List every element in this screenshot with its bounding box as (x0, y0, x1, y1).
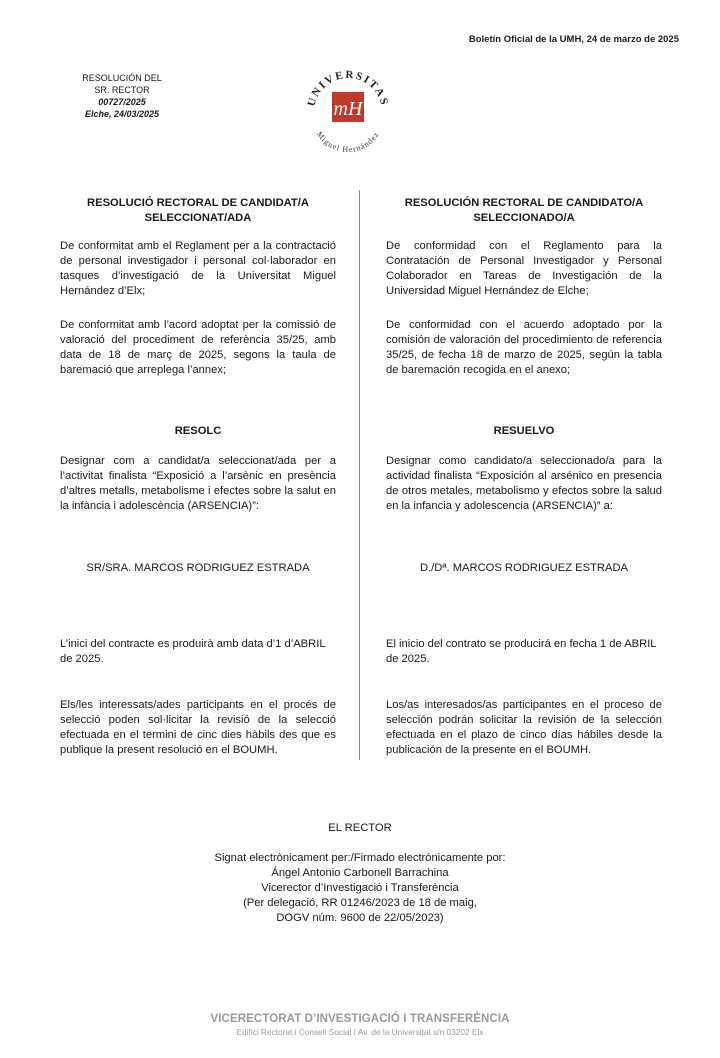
paragraph-designation: Designar com a candidat/a seleccionat/ada per a l’activitat finalista “Exposició a l’arsènic en presència d’altres metalls, metabolisme i efectes sobre la salut en la infància i adolescència (ARSENCIA)”: (60, 455, 336, 512)
paragraph-agreement: De conformidad con el acuerdo adoptado por la comisión de valoración del procedimiento de referencia 35/25, de fecha 18 de marzo de 2025, según la tabla de baremación recogida en el anexo; (386, 319, 662, 376)
paragraph-start-date: El inicio del contrato se producirá en fecha 1 de ABRIL de 2025. (386, 638, 657, 665)
university-logo (300, 60, 396, 156)
logo-text-top: UNIVERSITAS (305, 68, 391, 108)
paragraph-start-date: L’inici del contracte es produirà amb data d’1 d’ABRIL de 2025. (60, 638, 326, 665)
signature-block (0, 821, 720, 926)
bulletin-header: Boletín Oficial de la UMH, 24 de marzo de 2025 (468, 34, 679, 45)
resolution-number: 00727/2025 (98, 97, 146, 107)
signer-name: Ángel Antonio Carbonell Barrachina (271, 867, 449, 879)
footer-address: Edifici Rectorat i Consell Social I Av. de la Universitat s/n 03202 Elx (236, 1027, 484, 1037)
column-divider (359, 190, 360, 760)
title-line: SELECCIONAT/ADA (144, 212, 252, 224)
logo-monogram: mH (333, 98, 363, 120)
paragraph-review: Els/les interessats/ades participants en el procés de selecció poden sol·licitar la revisió de la selecció efectuada en el termini de cinc dies hàbils des que es publique la present resolució en el BOUMH. (60, 699, 336, 756)
resolve-heading: RESOLC (174, 425, 222, 437)
footer-unit: VICERECTORAT D’INVESTIGACIÓ I TRANSFERÈNCIA (210, 1013, 510, 1025)
title-spanish (386, 196, 662, 226)
paragraph-agreement: De conformitat amb l’acord adoptat per la comissió de valoració del procediment de referència 35/25, amb data de 18 de març de 2025, segons la taula de baremació que arreplega l’annex; (60, 319, 336, 376)
signed-label: Signat electrònicament per:/Firmado electrónicamente por: (214, 852, 506, 864)
logo-text-bottom: Miguel Hernández (314, 129, 382, 155)
delegation-line: (Per delegació, RR 01246/2023 de 18 de maig, (243, 897, 477, 909)
candidate-name: D./Dª. MARCOS RODRIGUEZ ESTRADA (419, 562, 629, 574)
dogv-line: DOGV núm. 9600 de 22/05/2023) (276, 912, 444, 924)
paragraph-review: Los/as interesados/as participantes en el proceso de selección podrán solicitar la revisión de la selección efectuada en el plazo de cinco días hábiles desde la publicación de la presente en el BOUMH. (386, 699, 662, 756)
signer-position: Vicerector d’Investigació i Transferència (261, 882, 459, 894)
title-valencian (60, 196, 336, 226)
paragraph-regulation: De conformitat amb el Reglament per a la contractació de personal investigador i personal col·laborador en tasques d’investigació de la Universitat Miguel Hernández d’Elx; (60, 240, 336, 297)
title-line: RESOLUCIÓ RECTORAL DE CANDIDAT/A (87, 197, 309, 209)
candidate-name: SR/SRA. MARCOS RODRIGUEZ ESTRADA (86, 562, 310, 574)
rector-label: EL RECTOR (328, 822, 392, 834)
resolution-label: SR. RECTOR (94, 85, 150, 95)
paragraph-regulation: De conformidad con el Reglamento para la Contratación de Personal Investigador y Personal Colaborador en Tareas de Investigación de la Universidad Miguel Hernández de Elche; (386, 240, 662, 297)
title-line: SELECCIONADO/A (473, 212, 575, 224)
footer (0, 1013, 720, 1037)
place-date: Elche, 24/03/2025 (84, 109, 160, 119)
paragraph-designation: Designar como candidato/a seleccionado/a para la actividad finalista “Exposición al arsénico en presencia de otros metales, metabolismo y efectos sobre la salud en la infancia y adolescencia (ARSENCIA)” a: (386, 455, 662, 512)
resolve-heading: RESUELVO (493, 425, 555, 437)
resolution-box (62, 72, 182, 120)
title-line: RESOLUCIÓN RECTORAL DE CANDIDATO/A (404, 197, 644, 209)
svg-text:Miguel Hernández (315, 130, 381, 154)
resolution-label: RESOLUCIÓN DEL (82, 73, 162, 83)
